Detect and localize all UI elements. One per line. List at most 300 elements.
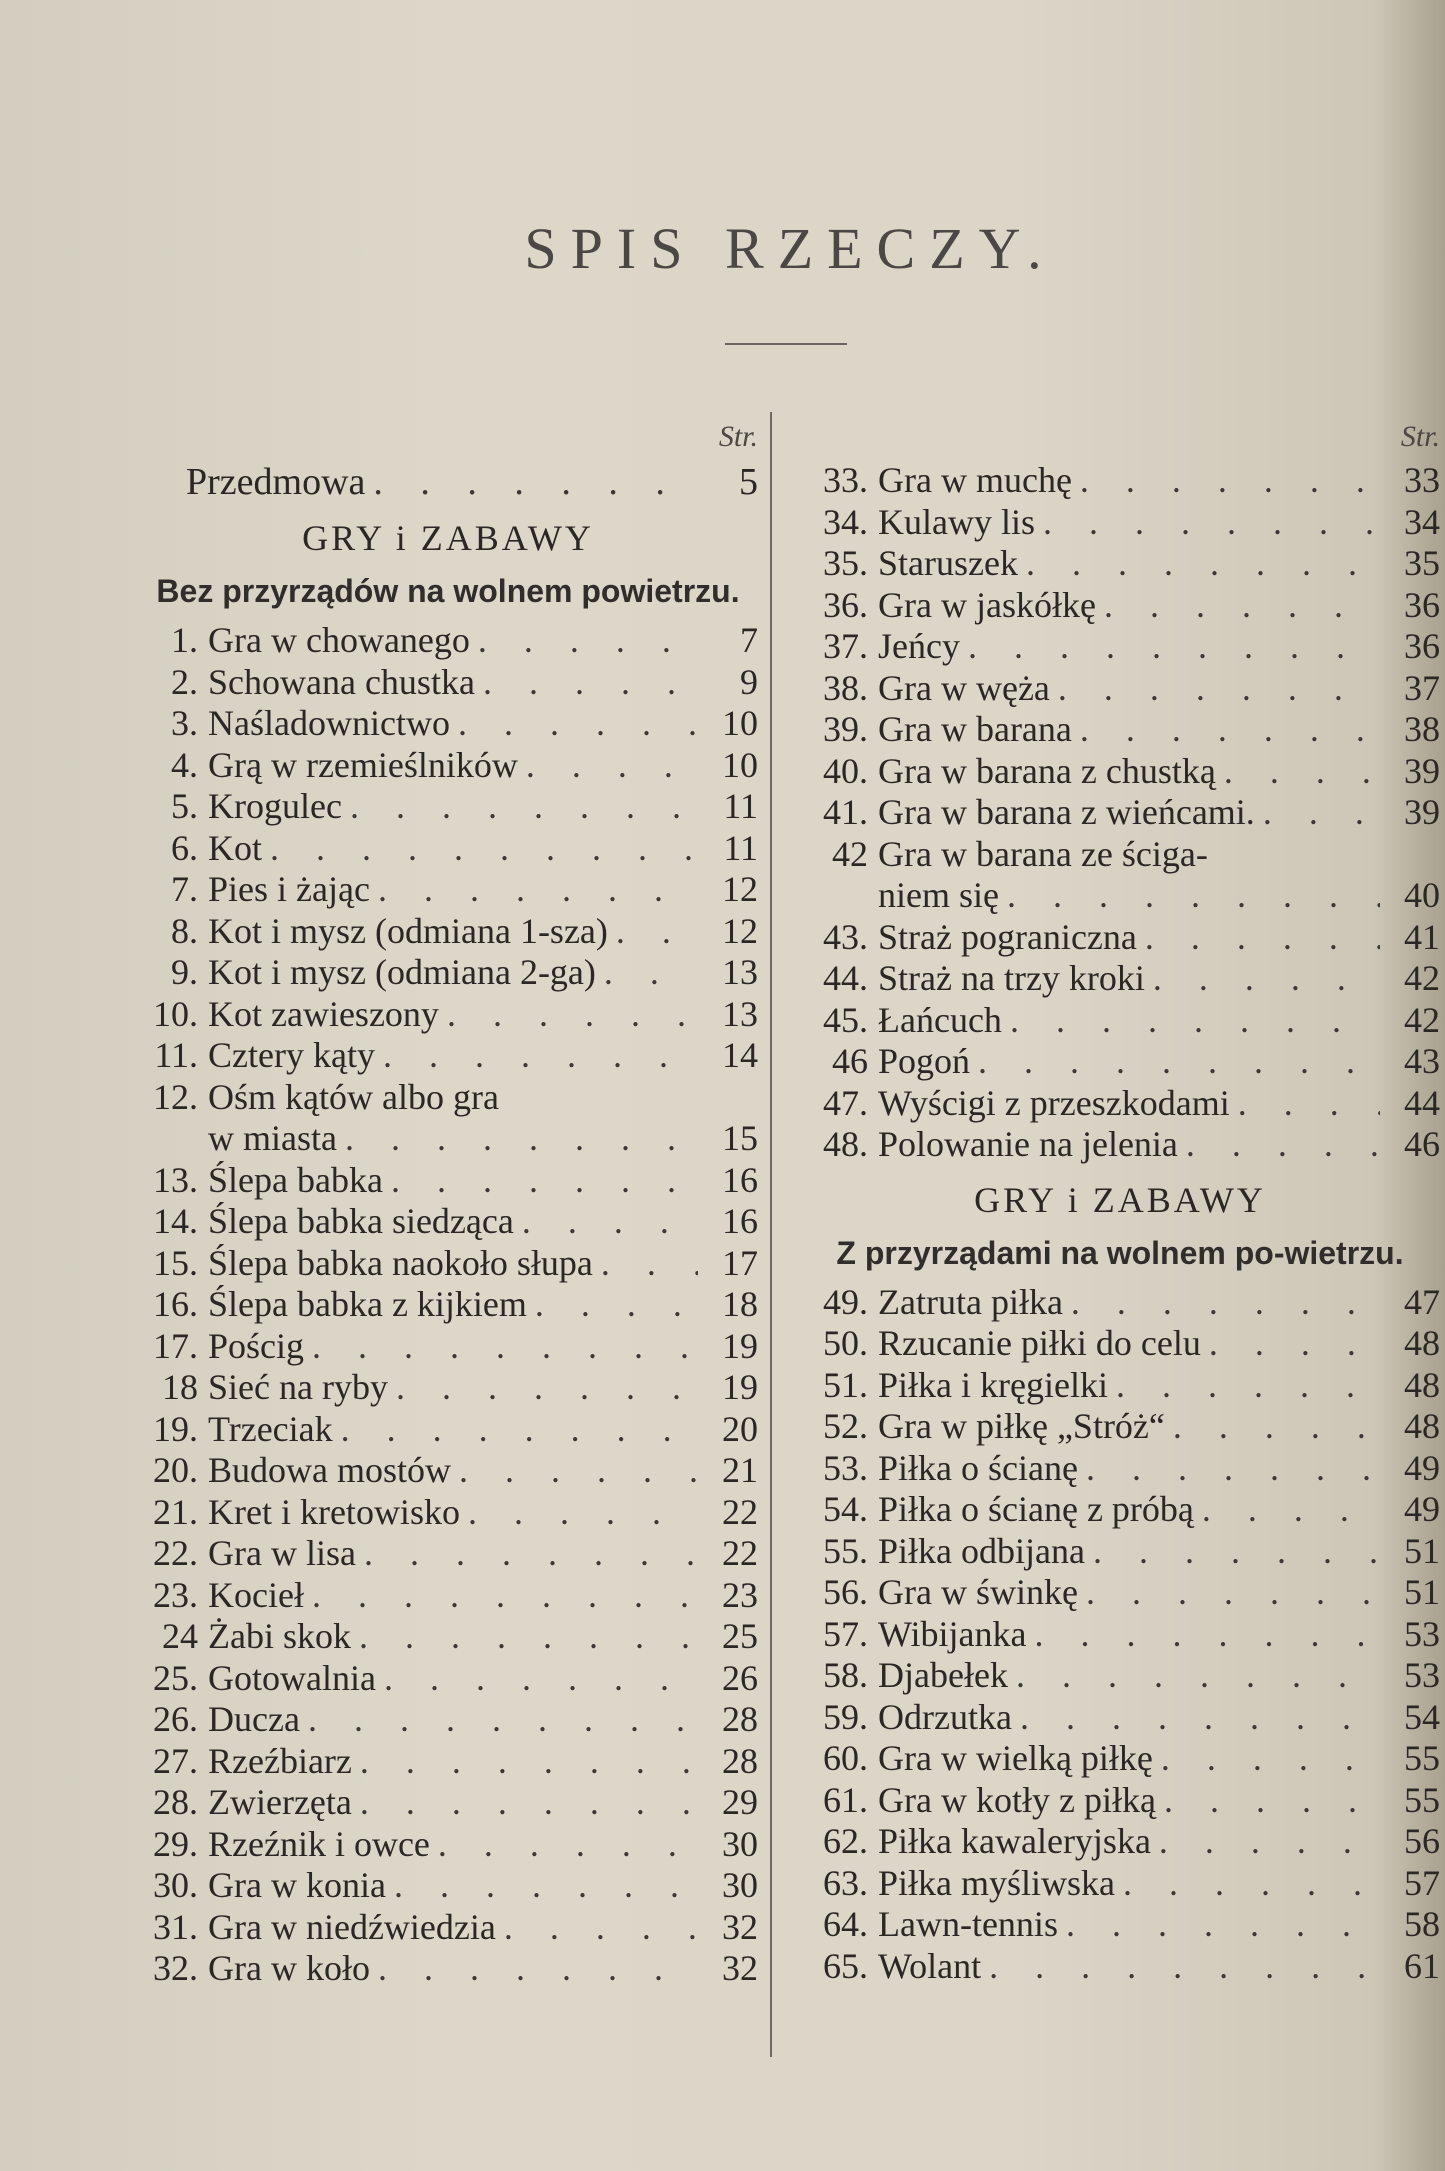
leader-dots xyxy=(1085,1531,1380,1573)
leader-dots xyxy=(300,1699,698,1741)
entry-page: 10 xyxy=(722,744,758,785)
entry-page: 30 xyxy=(722,1823,758,1864)
entry-label: Gra w muchę xyxy=(878,460,1072,500)
column-divider xyxy=(770,412,772,2057)
entry-label: Ślepa babka z kijkiem xyxy=(208,1284,527,1324)
left-column xyxy=(138,420,758,1990)
toc-entry xyxy=(138,1575,758,1617)
left-entry-list xyxy=(138,620,758,1990)
entry-label: Gra w lisa xyxy=(208,1533,356,1573)
entry-label: Sieć na ryby xyxy=(208,1367,388,1407)
toc-entry xyxy=(800,1572,1440,1614)
entry-page: 36 xyxy=(1404,584,1440,625)
entry-page: 51 xyxy=(1404,1572,1440,1612)
leader-dots xyxy=(304,1326,698,1368)
toc-entry xyxy=(800,668,1440,710)
entry-number: 55. xyxy=(823,1530,868,1571)
leader-dots xyxy=(460,1492,698,1534)
entry-label: Ślepa babka naokoło słupa xyxy=(208,1242,593,1283)
entry-page: 36 xyxy=(1404,626,1440,666)
leader-dots xyxy=(1137,917,1380,959)
entry-number: 8. xyxy=(171,910,198,951)
entry-number: 22. xyxy=(153,1533,198,1573)
toc-entry xyxy=(138,1118,758,1160)
toc-entry xyxy=(800,1655,1440,1697)
entry-page: 34 xyxy=(1404,501,1440,542)
entry-page: 54 xyxy=(1404,1696,1440,1737)
leader-dots xyxy=(1194,1489,1380,1531)
entry-label: Gra w niedźwiedzia xyxy=(208,1906,496,1947)
toc-entry xyxy=(138,911,758,953)
toc-entry xyxy=(800,1697,1440,1739)
entry-number: 63. xyxy=(823,1862,868,1903)
entry-page: 26 xyxy=(722,1657,758,1698)
leader-dots xyxy=(1072,460,1380,502)
leader-dots xyxy=(1108,1365,1380,1407)
toc-entry xyxy=(138,1824,758,1866)
toc-entry xyxy=(800,1780,1440,1822)
entry-label: Piłka kawaleryjska xyxy=(878,1821,1151,1861)
entry-number: 21. xyxy=(153,1491,198,1532)
entry-page: 32 xyxy=(722,1948,758,1988)
leader-dots xyxy=(388,1367,698,1409)
toc-entry xyxy=(800,543,1440,585)
entry-label: niem się xyxy=(878,875,999,915)
toc-entry xyxy=(138,745,758,787)
entry-number: 19. xyxy=(153,1408,198,1449)
entry-label: w miasta xyxy=(208,1118,337,1158)
entry-number: 45. xyxy=(823,999,868,1040)
entry-page: 35 xyxy=(1404,543,1440,583)
entry-page: 55 xyxy=(1404,1779,1440,1820)
toc-entry xyxy=(138,703,758,745)
toc-entry xyxy=(800,1821,1440,1863)
entry-label: Kot xyxy=(208,827,262,868)
entry-number: 60. xyxy=(823,1738,868,1778)
leader-dots xyxy=(999,875,1380,917)
entry-page: 39 xyxy=(1404,792,1440,832)
leader-dots xyxy=(1050,668,1380,710)
entry-number: 57. xyxy=(823,1613,868,1654)
entry-label: Lawn-tennis xyxy=(878,1904,1058,1944)
leader-dots xyxy=(981,1946,1380,1988)
entry-page: 56 xyxy=(1404,1821,1440,1861)
leader-dots xyxy=(1078,1572,1380,1614)
entry-number: 1. xyxy=(171,620,198,660)
entry-number: 44. xyxy=(823,958,868,998)
entry-label: Ducza xyxy=(208,1699,300,1739)
entry-number: 31. xyxy=(153,1906,198,1947)
toc-entry xyxy=(138,662,758,704)
entry-label: Kret i kretowisko xyxy=(208,1491,460,1532)
entry-label: Gra w barana z wieńcami. xyxy=(878,792,1255,832)
leader-dots xyxy=(351,1616,698,1658)
entry-number: 9. xyxy=(171,952,198,992)
entry-label: Ośm kątów albo gra xyxy=(208,1076,499,1117)
toc-entry xyxy=(138,1243,758,1285)
toc-entry xyxy=(800,1738,1440,1780)
intro-page: 5 xyxy=(739,461,758,503)
entry-label: Gra w węża xyxy=(878,667,1050,708)
entry-page: 7 xyxy=(740,620,758,660)
entry-label: Piłka o ścianę xyxy=(878,1447,1078,1488)
entry-label: Zatruta piłka xyxy=(878,1281,1063,1322)
toc-entry xyxy=(800,626,1440,668)
toc-entry xyxy=(800,1282,1440,1324)
leader-dots xyxy=(1096,585,1380,627)
entry-label: Piłka i kręgielki xyxy=(878,1364,1108,1405)
entry-page: 11 xyxy=(723,827,758,868)
entry-label: Pies i żając xyxy=(208,869,370,909)
leader-dots xyxy=(518,745,698,787)
entry-label: Trzeciak xyxy=(208,1408,333,1449)
entry-label: Gra w barana xyxy=(878,709,1072,749)
entry-page: 19 xyxy=(722,1325,758,1366)
entry-page: 11 xyxy=(723,786,758,826)
toc-entry xyxy=(138,1948,758,1990)
toc-entry xyxy=(138,1160,758,1202)
entry-label: Polowanie na jelenia xyxy=(878,1124,1178,1164)
leader-dots xyxy=(304,1575,698,1617)
leader-dots xyxy=(475,662,698,704)
toc-entry xyxy=(138,1699,758,1741)
entry-label: Pogoń xyxy=(878,1041,971,1081)
entry-number: 36. xyxy=(823,584,868,625)
toc-entry xyxy=(800,834,1440,876)
entry-label: Kulawy lis xyxy=(878,501,1035,542)
leader-dots xyxy=(596,952,698,994)
entry-label: Gra w piłkę „Stróż“ xyxy=(878,1406,1165,1446)
leader-dots xyxy=(1058,1904,1380,1946)
entry-label: Gra w koło xyxy=(208,1948,370,1988)
entry-page: 40 xyxy=(1404,875,1440,915)
entry-page: 13 xyxy=(722,952,758,992)
entry-page: 12 xyxy=(722,869,758,909)
entry-number: 37. xyxy=(823,626,868,666)
entry-number: 40. xyxy=(823,750,868,791)
leader-dots xyxy=(450,703,698,745)
entry-number: 12. xyxy=(153,1076,198,1117)
entry-number: 4. xyxy=(171,744,198,785)
entry-number: 6. xyxy=(171,827,198,868)
entry-page: 37 xyxy=(1404,667,1440,708)
toc-entry xyxy=(800,751,1440,793)
entry-page: 42 xyxy=(1404,958,1440,998)
leader-dots xyxy=(960,626,1380,668)
entry-page: 18 xyxy=(722,1284,758,1324)
entry-number: 35. xyxy=(823,543,868,583)
leader-dots xyxy=(451,1450,698,1492)
entry-number: 41. xyxy=(823,792,868,832)
entry-page: 48 xyxy=(1404,1364,1440,1405)
toc-entry xyxy=(138,1658,758,1700)
entry-label: Gra w kotły z piłką xyxy=(878,1779,1156,1820)
toc-entry xyxy=(138,828,758,870)
entry-page: 19 xyxy=(722,1367,758,1407)
toc-entry xyxy=(138,1035,758,1077)
entry-label: Gra w chowanego xyxy=(208,620,470,660)
entry-number: 59. xyxy=(823,1696,868,1737)
toc-entry xyxy=(138,1450,758,1492)
leader-dots xyxy=(496,1907,698,1949)
leader-dots xyxy=(1002,1000,1380,1042)
entry-number: 20. xyxy=(153,1450,198,1490)
leader-dots xyxy=(1145,958,1380,1000)
toc-entry xyxy=(800,1614,1440,1656)
right-entry-list-b xyxy=(800,1282,1440,1988)
toc-entry xyxy=(800,1406,1440,1448)
entry-number: 38. xyxy=(823,667,868,708)
leader-dots xyxy=(386,1865,698,1907)
leader-dots xyxy=(1165,1406,1380,1448)
leader-dots xyxy=(1156,1780,1380,1822)
entry-number: 48. xyxy=(823,1124,868,1164)
entry-page: 58 xyxy=(1404,1904,1440,1944)
toc-entry xyxy=(138,994,758,1036)
entry-page: 12 xyxy=(722,910,758,951)
entry-page: 25 xyxy=(722,1616,758,1656)
page-title: SPIS RZECZY. xyxy=(524,216,1056,281)
toc-entry xyxy=(800,1124,1440,1166)
toc-entry xyxy=(138,1533,758,1575)
toc-entry xyxy=(800,1946,1440,1988)
entry-page: 51 xyxy=(1404,1530,1440,1571)
entry-number: 7. xyxy=(171,869,198,909)
str-header-left: Str. xyxy=(718,420,758,453)
entry-page: 48 xyxy=(1404,1406,1440,1446)
entry-number: 3. xyxy=(171,703,198,743)
entry-label: Wyścigi z przeszkodami xyxy=(878,1082,1230,1123)
entry-number: 49. xyxy=(823,1281,868,1322)
entry-label: Straż pograniczna xyxy=(878,916,1137,957)
leader-dots xyxy=(1078,1448,1380,1490)
entry-number: 28. xyxy=(153,1782,198,1822)
entry-page: 30 xyxy=(722,1865,758,1905)
entry-number: 61. xyxy=(823,1779,868,1820)
entry-number: 15. xyxy=(153,1242,198,1283)
leader-dots xyxy=(1072,709,1380,751)
leader-dots xyxy=(608,911,698,953)
toc-entry xyxy=(800,1863,1440,1905)
entry-page: 22 xyxy=(722,1533,758,1573)
toc-entry xyxy=(800,709,1440,751)
leader-dots xyxy=(365,460,698,504)
entry-number: 54. xyxy=(823,1489,868,1529)
toc-entry xyxy=(800,1489,1440,1531)
entry-number: 29. xyxy=(153,1823,198,1864)
leader-dots xyxy=(527,1284,698,1326)
toc-entry xyxy=(800,460,1440,502)
leader-dots xyxy=(1178,1124,1380,1166)
toc-entry xyxy=(800,1041,1440,1083)
toc-entry xyxy=(138,952,758,994)
entry-number: 33. xyxy=(823,460,868,500)
entry-number: 27. xyxy=(153,1740,198,1781)
entry-label: Wibijanka xyxy=(878,1613,1027,1654)
leader-dots xyxy=(470,620,698,662)
toc-entry xyxy=(800,1323,1440,1365)
entry-number: 53. xyxy=(823,1447,868,1488)
leader-dots xyxy=(1255,792,1380,834)
toc-entry xyxy=(138,1492,758,1534)
entry-page: 48 xyxy=(1404,1323,1440,1363)
toc-entry xyxy=(138,1907,758,1949)
leader-dots xyxy=(1027,1614,1381,1656)
title-rule xyxy=(725,343,847,345)
toc-entry xyxy=(138,620,758,662)
entry-label: Gra w jaskółkę xyxy=(878,584,1096,625)
leader-dots xyxy=(1153,1738,1380,1780)
leader-dots xyxy=(1008,1655,1380,1697)
toc-entry xyxy=(138,1077,758,1119)
entry-page: 47 xyxy=(1404,1281,1440,1322)
entry-number: 23. xyxy=(153,1574,198,1615)
leader-dots xyxy=(1230,1083,1380,1125)
entry-page: 28 xyxy=(722,1699,758,1739)
entry-label: Zwierzęta xyxy=(208,1782,352,1822)
toc-entry xyxy=(800,958,1440,1000)
entry-page: 53 xyxy=(1404,1613,1440,1654)
entry-number: 13. xyxy=(153,1159,198,1200)
entry-page: 38 xyxy=(1404,709,1440,749)
leader-dots xyxy=(352,1782,698,1824)
entry-page: 21 xyxy=(722,1450,758,1490)
leader-dots xyxy=(1201,1323,1380,1365)
toc-entry xyxy=(800,1531,1440,1573)
leader-dots xyxy=(593,1243,698,1285)
entry-label: Żabi skok xyxy=(208,1616,351,1656)
toc-entry xyxy=(800,792,1440,834)
leader-dots xyxy=(356,1533,698,1575)
entry-label: Ślepa babka xyxy=(208,1159,383,1200)
toc-entry xyxy=(138,1201,758,1243)
entry-page: 41 xyxy=(1404,916,1440,957)
entry-page: 49 xyxy=(1404,1489,1440,1529)
entry-page: 17 xyxy=(722,1242,758,1283)
entry-label: Staruszek xyxy=(878,543,1018,583)
entry-page: 29 xyxy=(722,1782,758,1822)
leader-dots xyxy=(1216,751,1380,793)
toc-entry xyxy=(138,1782,758,1824)
entry-label: Rzucanie piłki do celu xyxy=(878,1323,1201,1363)
leader-dots xyxy=(1151,1821,1380,1863)
entry-page: 55 xyxy=(1404,1738,1440,1778)
leader-dots xyxy=(1063,1282,1380,1324)
toc-entry xyxy=(138,869,758,911)
entry-number: 14. xyxy=(153,1201,198,1241)
entry-page: 43 xyxy=(1404,1041,1440,1081)
entry-label: Ślepa babka siedząca xyxy=(208,1201,514,1241)
entry-page: 39 xyxy=(1404,750,1440,791)
entry-number: 50. xyxy=(823,1323,868,1363)
entry-page: 33 xyxy=(1404,460,1440,500)
entry-label: Gra w wielką piłkę xyxy=(878,1738,1153,1778)
toc-entry xyxy=(138,1616,758,1658)
entry-page: 20 xyxy=(722,1408,758,1449)
leader-dots xyxy=(375,1035,698,1077)
entry-number: 43. xyxy=(823,916,868,957)
entry-label: Grą w rzemieślników xyxy=(208,744,518,785)
entry-number: 2. xyxy=(171,661,198,702)
leader-dots xyxy=(342,786,698,828)
entry-label: Djabełek xyxy=(878,1655,1008,1695)
entry-page: 15 xyxy=(722,1118,758,1158)
toc-entry xyxy=(800,1083,1440,1125)
entry-page: 44 xyxy=(1404,1082,1440,1123)
entry-label: Straż na trzy kroki xyxy=(878,958,1145,998)
leader-dots xyxy=(333,1409,698,1451)
entry-number: 39. xyxy=(823,709,868,749)
str-header-right: Str. xyxy=(1400,420,1440,453)
entry-number: 52. xyxy=(823,1406,868,1446)
entry-label: Gra w barana z chustką xyxy=(878,750,1216,791)
entry-number: 62. xyxy=(823,1821,868,1861)
toc-entry xyxy=(800,1000,1440,1042)
leader-dots xyxy=(430,1824,698,1866)
entry-label: Gotowalnia xyxy=(208,1657,376,1698)
entry-page: 49 xyxy=(1404,1447,1440,1488)
entry-label: Wolant xyxy=(878,1945,982,1986)
leader-dots xyxy=(1012,1697,1380,1739)
entry-page: 23 xyxy=(722,1574,758,1615)
leader-dots xyxy=(352,1741,698,1783)
toc-entry xyxy=(138,1865,758,1907)
entry-number: 16. xyxy=(153,1284,198,1324)
toc-entry xyxy=(138,786,758,828)
entry-number: 32. xyxy=(153,1948,198,1988)
entry-label: Jeńcy xyxy=(878,626,960,666)
entry-label: Cztery kąty xyxy=(208,1035,375,1075)
entry-label: Kot i mysz (odmiana 1-sza) xyxy=(208,910,608,951)
entry-number: 24 xyxy=(162,1616,198,1656)
entry-label: Kot zawieszony xyxy=(208,993,439,1034)
entry-page: 10 xyxy=(722,703,758,743)
entry-number: 42 xyxy=(832,833,868,874)
entry-page: 16 xyxy=(722,1201,758,1241)
toc-entry xyxy=(800,875,1440,917)
entry-number: 18 xyxy=(162,1367,198,1407)
entry-number: 64. xyxy=(823,1904,868,1944)
section1-title: GRY i ZABAWY xyxy=(302,518,594,558)
leader-dots xyxy=(370,1948,698,1990)
toc-entry xyxy=(138,1326,758,1368)
entry-label: Budowa mostów xyxy=(208,1450,451,1490)
entry-label: Piłka o ścianę z próbą xyxy=(878,1489,1194,1529)
toc-entry xyxy=(800,502,1440,544)
entry-label: Piłka myśliwska xyxy=(878,1862,1116,1903)
entry-label: Piłka odbijana xyxy=(878,1530,1085,1571)
entry-page: 13 xyxy=(722,993,758,1034)
entry-number: 11. xyxy=(154,1035,198,1075)
entry-page: 61 xyxy=(1404,1945,1440,1986)
entry-label: Schowana chustka xyxy=(208,661,475,702)
entry-number: 46 xyxy=(832,1041,868,1081)
entry-number: 34. xyxy=(823,501,868,542)
entry-number: 47. xyxy=(823,1082,868,1123)
toc-entry xyxy=(138,1284,758,1326)
entry-label: Naśladownictwo xyxy=(208,703,450,743)
entry-page: 57 xyxy=(1404,1862,1440,1903)
leader-dots xyxy=(337,1118,698,1160)
entry-label: Gra w konia xyxy=(208,1865,386,1905)
entry-label: Rzeźbiarz xyxy=(208,1740,352,1781)
leader-dots xyxy=(376,1658,698,1700)
entry-label: Pościg xyxy=(208,1325,305,1366)
entry-page: 22 xyxy=(722,1491,758,1532)
leader-dots xyxy=(383,1160,698,1202)
entry-number: 5. xyxy=(171,786,198,826)
entry-page: 53 xyxy=(1404,1655,1440,1695)
